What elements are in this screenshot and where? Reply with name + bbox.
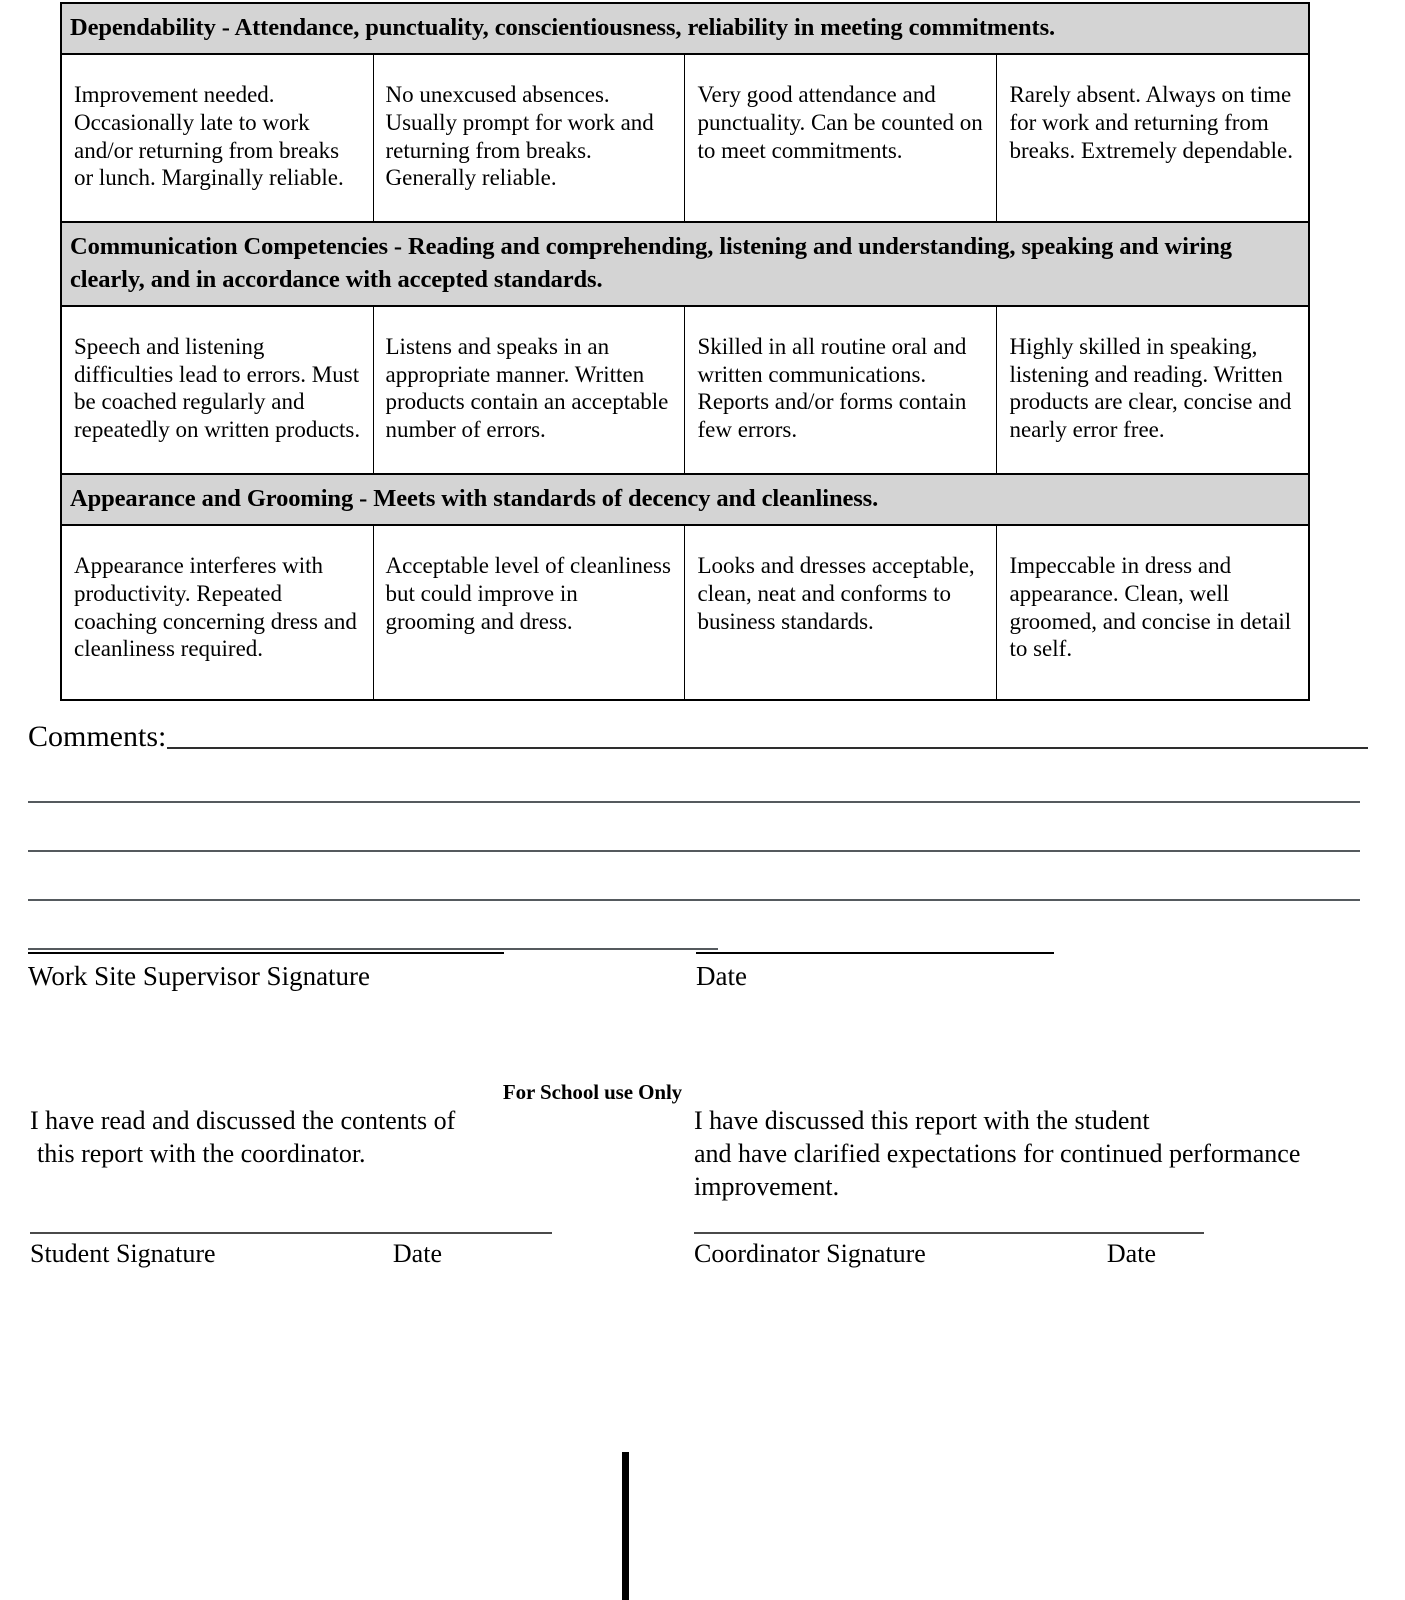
section-header-text: Appearance and Grooming - Meets with standards of decency and cleanliness. <box>61 474 1309 525</box>
rubric-row-communication <box>61 306 1309 474</box>
rubric-row-appearance <box>61 525 1309 700</box>
rubric-cell-communication-level-1: Speech and listening difficulties lead to errors. Must be coached regularly and repeatedly on written products. <box>61 306 373 474</box>
section-header-communication <box>61 222 1309 306</box>
rubric-cell-dependability-level-3: Very good attendance and punctuality. Can be counted on to meet commitments. <box>685 54 997 222</box>
comments-write-line-4[interactable] <box>28 899 1360 901</box>
page-break-mark <box>622 1452 629 1600</box>
supervisor-signature-group <box>28 952 504 992</box>
supervisor-date-caption: Date <box>696 961 747 991</box>
comments-section <box>28 714 1368 950</box>
rubric-cell-dependability-level-2: No unexcused absences. Usually prompt for work and returning from breaks. Generally reliable. <box>373 54 685 222</box>
school-use-only-heading: For School use Only <box>502 1080 683 1104</box>
student-signature-caption: Student Signature <box>30 1239 216 1268</box>
student-acknowledgement-line-2: this report with the coordinator. <box>37 1139 366 1169</box>
coordinator-acknowledgement-line-3: improvement. <box>694 1172 840 1202</box>
coordinator-signature-group <box>694 1232 1204 1269</box>
section-header-dependability <box>61 3 1309 54</box>
comments-write-line-5[interactable] <box>28 948 718 950</box>
rubric-cell-appearance-level-2: Acceptable level of cleanliness but could improve in grooming and dress. <box>373 525 685 700</box>
rubric-cell-dependability-level-1: Improvement needed. Occasionally late to work and/or returning from breaks or lunch. Marginally reliable. <box>61 54 373 222</box>
comments-write-line-3[interactable] <box>28 850 1360 852</box>
supervisor-signature-caption: Work Site Supervisor Signature <box>28 961 371 991</box>
student-signature-group <box>30 1232 552 1269</box>
section-header-text: Communication Competencies - Reading and comprehending, listening and understanding, speaking and wiring clearly, and in accordance with accepted standards. <box>61 222 1309 306</box>
comments-write-line-1[interactable] <box>167 747 1368 749</box>
coordinator-signature-line[interactable] <box>694 1232 1204 1234</box>
supervisor-date-group <box>696 952 1054 992</box>
coordinator-date-caption: Date <box>1106 1239 1156 1268</box>
student-acknowledgement-line-1: I have read and discussed the contents of <box>30 1106 456 1135</box>
coordinator-acknowledgement-statement <box>694 1104 1354 1203</box>
rubric-cell-appearance-level-4: Impeccable in dress and appearance. Clean, well groomed, and concise in detail to self. <box>997 525 1309 700</box>
coordinator-acknowledgement-line-2: and have clarified expectations for continued performance <box>694 1139 1301 1169</box>
supervisor-date-line[interactable] <box>696 952 1054 954</box>
student-acknowledgement-statement <box>30 1104 670 1170</box>
section-header-appearance <box>61 474 1309 525</box>
student-date-caption: Date <box>392 1239 442 1268</box>
supervisor-signature-line[interactable] <box>28 952 504 954</box>
section-header-text: Dependability - Attendance, punctuality, conscientiousness, reliability in meeting commitments. <box>61 3 1309 54</box>
rubric-cell-communication-level-4: Highly skilled in speaking, listening and reading. Written products are clear, concise and nearly error free. <box>997 306 1309 474</box>
performance-rubric-table <box>60 2 1310 701</box>
rubric-cell-communication-level-3: Skilled in all routine oral and written communications. Reports and/or forms contain few errors. <box>685 306 997 474</box>
coordinator-acknowledgement-line-1: I have discussed this report with the student <box>694 1106 1150 1135</box>
student-signature-line[interactable] <box>30 1232 552 1234</box>
comments-write-line-2[interactable] <box>28 801 1360 803</box>
rubric-row-dependability <box>61 54 1309 222</box>
coordinator-signature-caption: Coordinator Signature <box>694 1239 926 1268</box>
comments-label: Comments: <box>28 720 167 753</box>
rubric-cell-appearance-level-1: Appearance interferes with productivity. Repeated coaching concerning dress and cleanliness required. <box>61 525 373 700</box>
rubric-cell-appearance-level-3: Looks and dresses acceptable, clean, neat and conforms to business standards. <box>685 525 997 700</box>
comments-first-line <box>28 714 1368 754</box>
rubric-cell-communication-level-2: Listens and speaks in an appropriate manner. Written products contain an acceptable number of errors. <box>373 306 685 474</box>
rubric-cell-dependability-level-4: Rarely absent. Always on time for work and returning from breaks. Extremely dependable. <box>997 54 1309 222</box>
